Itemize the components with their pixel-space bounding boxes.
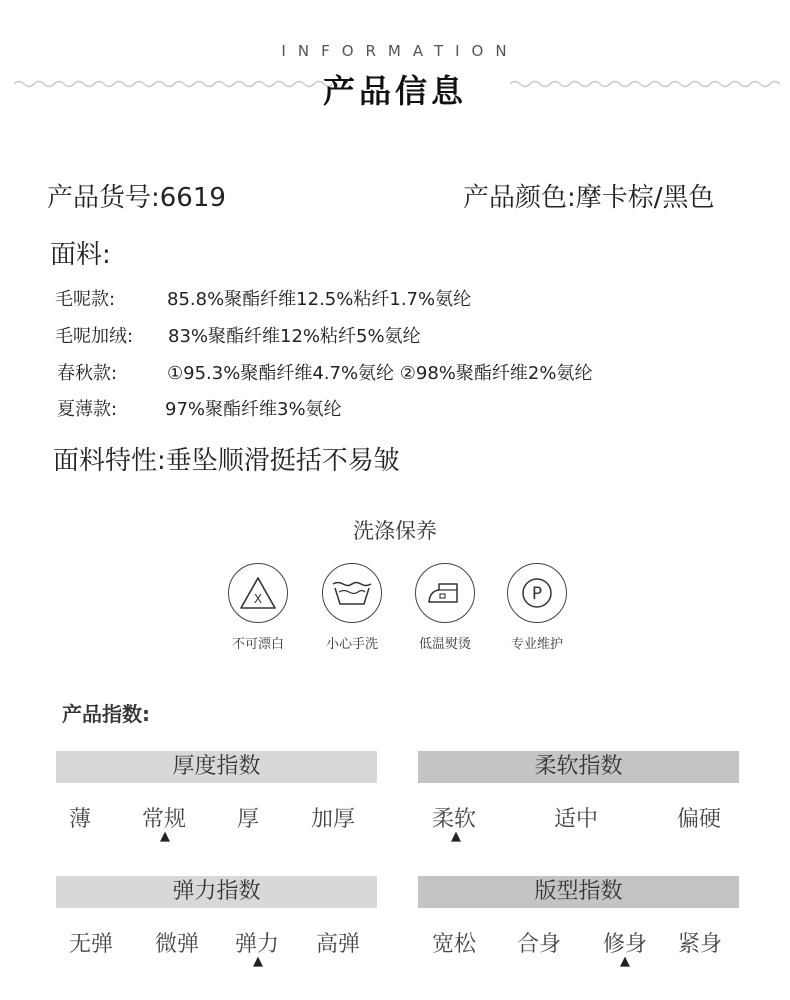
hand-wash-icon bbox=[322, 563, 382, 623]
index-option: 适中 bbox=[553, 807, 598, 832]
care-item-hand-wash bbox=[302, 563, 402, 652]
low-iron-icon bbox=[415, 563, 475, 623]
care-label: 小心手洗 bbox=[325, 637, 378, 652]
index-option: 合身 bbox=[516, 932, 561, 957]
index-title-fit: 版型指数 bbox=[418, 876, 739, 908]
fabric-row-label: 毛呢加绒: bbox=[55, 326, 134, 347]
index-option: 弹力 bbox=[234, 932, 279, 957]
index-option: 紧身 bbox=[677, 932, 722, 957]
selected-marker: ▲ bbox=[160, 829, 170, 844]
selected-marker: ▲ bbox=[620, 954, 630, 969]
fabric-row-value: ①95.3%聚酯纤维4.7%氨纶 ②98%聚酯纤维2%氨纶 bbox=[167, 363, 593, 384]
index-title-thickness: 厚度指数 bbox=[56, 751, 377, 783]
index-option: 宽松 bbox=[431, 932, 476, 957]
index-title-elasticity: 弹力指数 bbox=[56, 876, 377, 908]
index-option: 修身 bbox=[602, 932, 647, 957]
index-option: 无弹 bbox=[68, 932, 113, 957]
x-glyph: X bbox=[253, 592, 263, 606]
selected-marker: ▲ bbox=[253, 954, 263, 969]
fabric-row-value: 85.8%聚酯纤维12.5%粘纤1.7%氨纶 bbox=[167, 289, 472, 310]
product-sku: 产品货号:6619 bbox=[47, 183, 226, 213]
care-item-professional bbox=[487, 563, 587, 652]
care-label: 低温熨烫 bbox=[418, 637, 471, 652]
fabric-row-label: 毛呢款: bbox=[55, 289, 116, 310]
index-option: 加厚 bbox=[310, 807, 355, 832]
product-color: 产品颜色:摩卡棕/黑色 bbox=[463, 183, 715, 213]
fabric-row-value: 97%聚酯纤维3%氨纶 bbox=[165, 399, 342, 420]
index-option: 微弹 bbox=[154, 932, 199, 957]
index-option: 高弹 bbox=[315, 932, 360, 957]
fabric-row-value: 83%聚酯纤维12%粘纤5%氨纶 bbox=[168, 326, 421, 347]
care-label: 专业维护 bbox=[510, 637, 563, 652]
fabric-label: 面料: bbox=[50, 240, 111, 270]
index-option: 厚 bbox=[236, 807, 259, 832]
index-heading: 产品指数: bbox=[62, 702, 150, 726]
index-option: 柔软 bbox=[431, 807, 476, 832]
page-title: 产品信息 bbox=[322, 72, 467, 110]
selected-marker: ▲ bbox=[451, 829, 461, 844]
care-item-no-bleach bbox=[208, 563, 308, 652]
index-option: 常规 bbox=[141, 807, 186, 832]
fabric-row-label: 夏薄款: bbox=[57, 399, 118, 420]
professional-care-icon bbox=[507, 563, 567, 623]
p-glyph: P bbox=[531, 584, 543, 604]
no-bleach-icon bbox=[228, 563, 288, 623]
section-subtitle: INFORMATION bbox=[281, 42, 519, 60]
fabric-row-label: 春秋款: bbox=[57, 363, 118, 384]
care-item-low-iron bbox=[395, 563, 495, 652]
wavy-divider-right bbox=[510, 78, 780, 90]
fabric-feature: 面料特性:垂坠顺滑挺括不易皱 bbox=[53, 446, 400, 476]
index-title-softness: 柔软指数 bbox=[418, 751, 739, 783]
care-label: 不可漂白 bbox=[231, 637, 284, 652]
index-option: 偏硬 bbox=[676, 807, 721, 832]
index-option: 薄 bbox=[68, 807, 91, 832]
care-heading: 洗涤保养 bbox=[353, 519, 437, 543]
